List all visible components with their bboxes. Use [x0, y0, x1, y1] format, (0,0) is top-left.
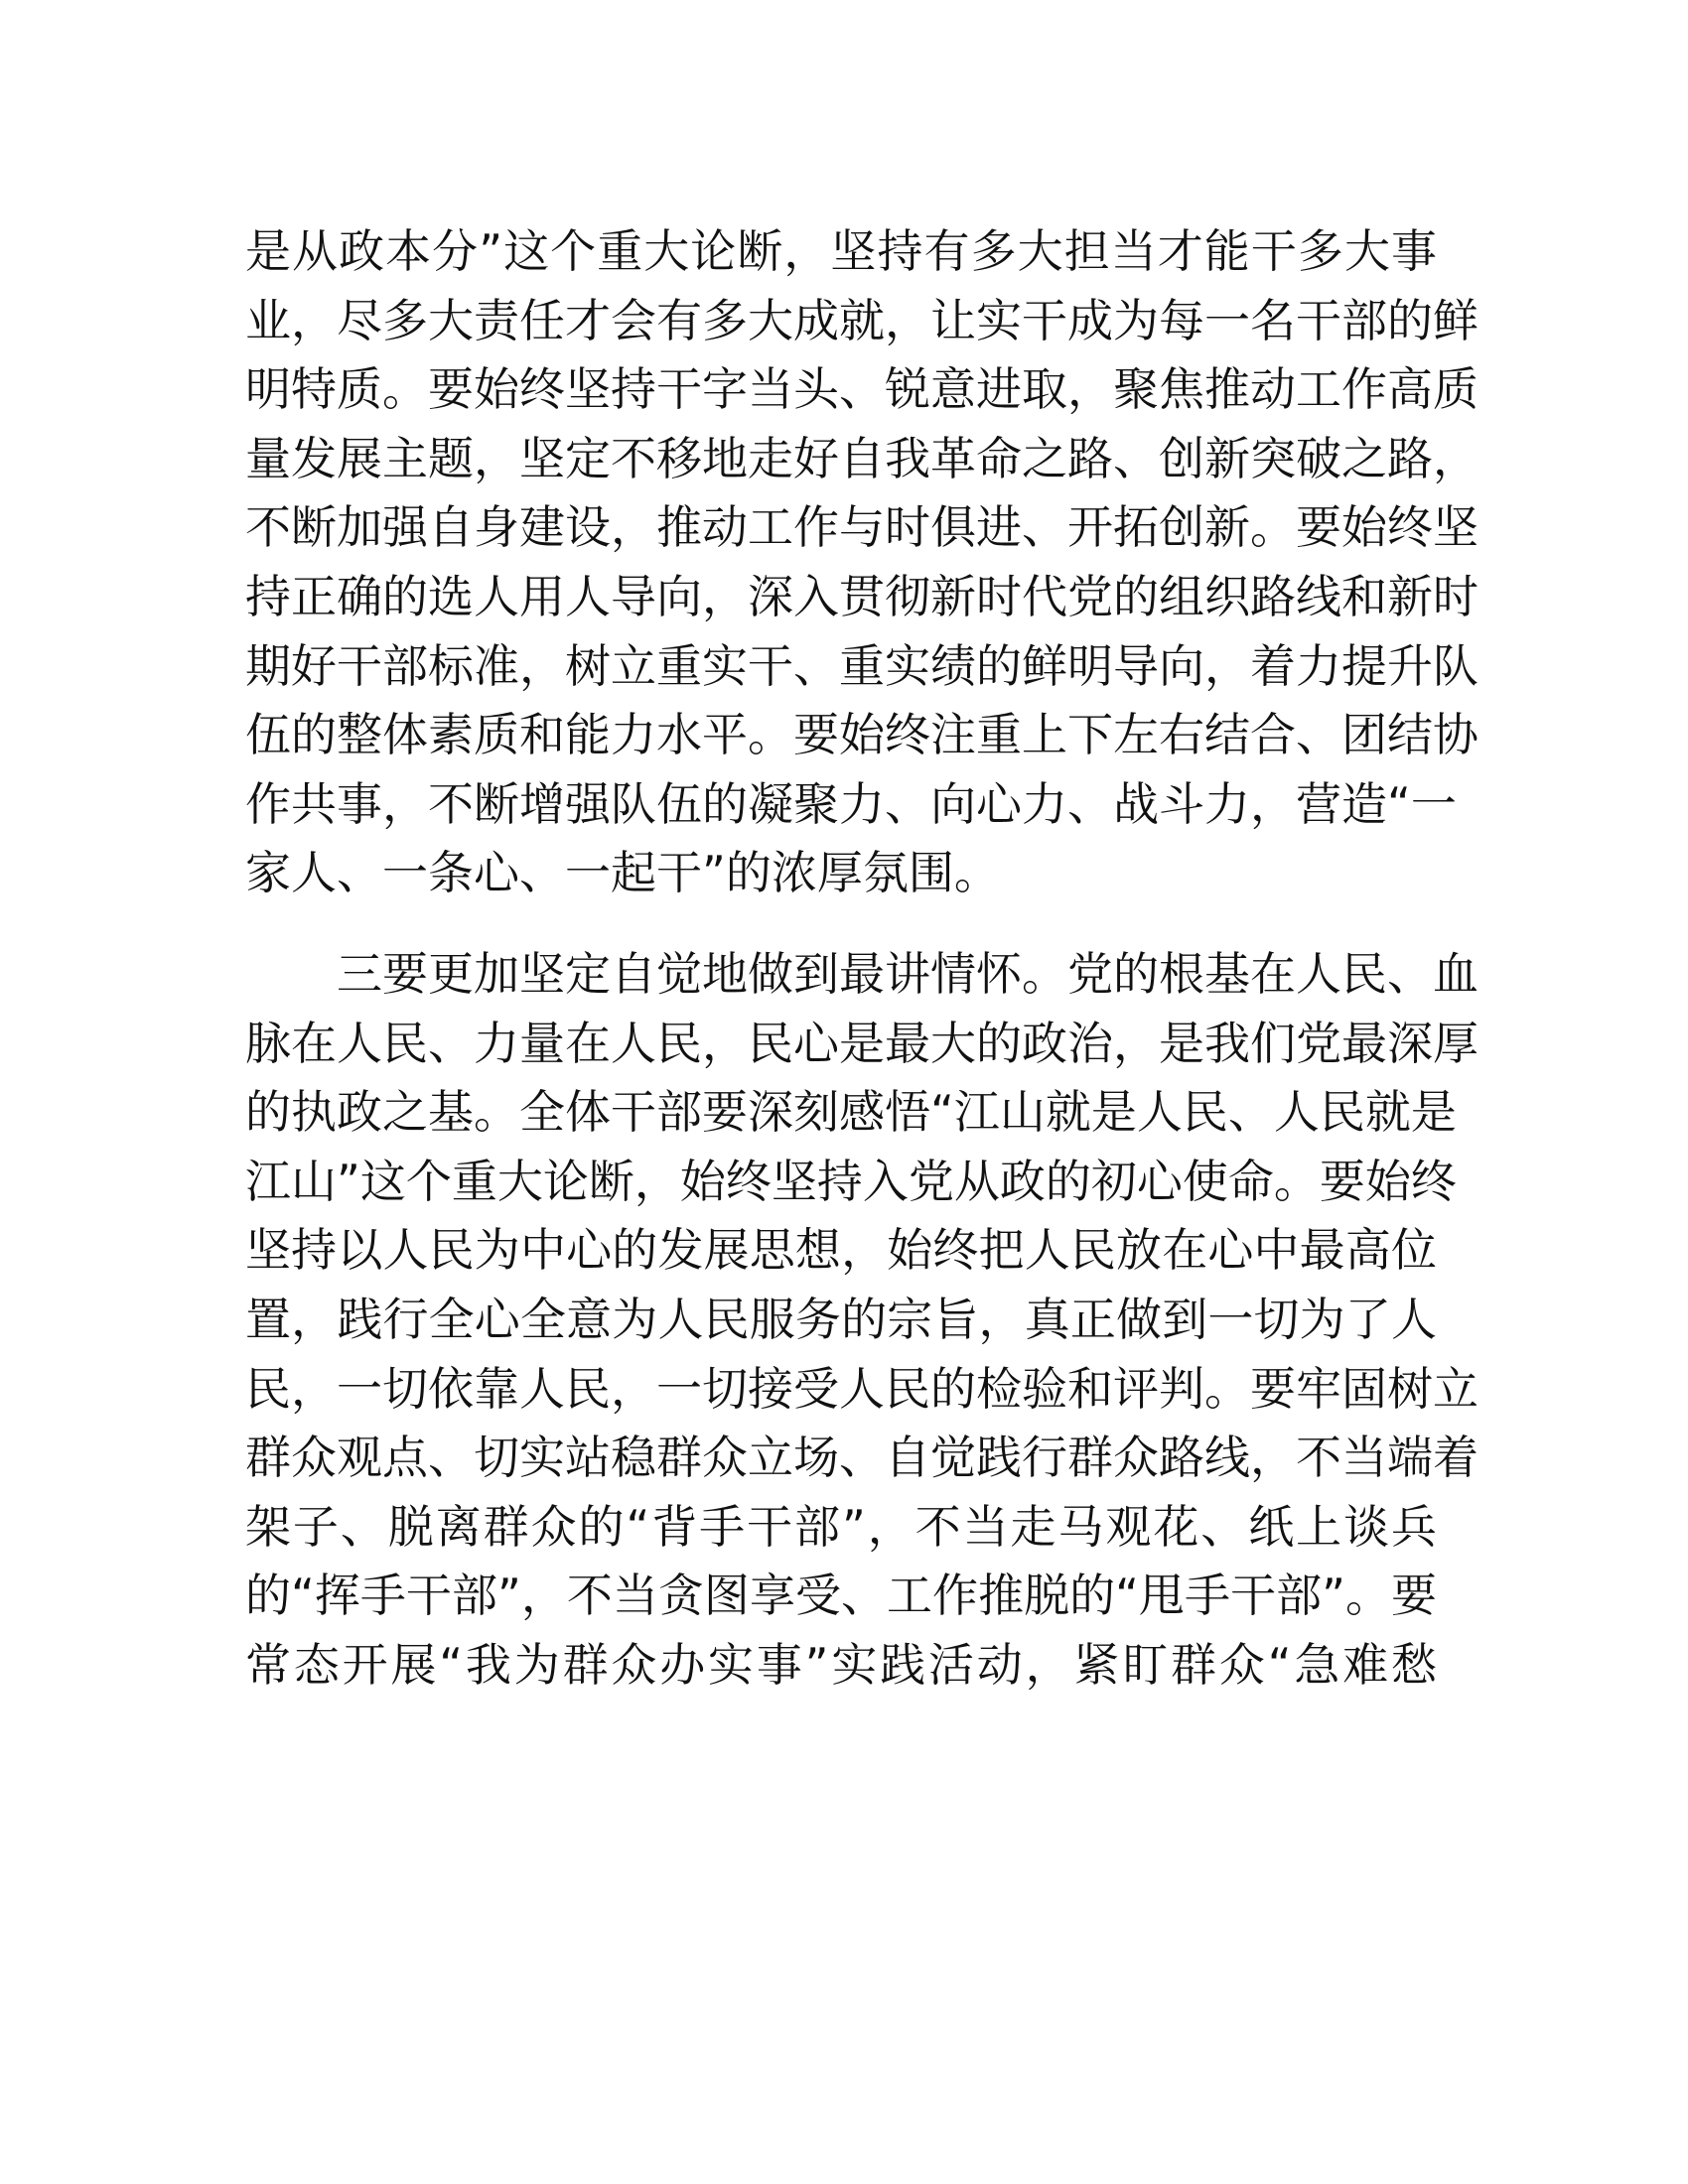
- text-line: 作共事，不断增强队伍的凝聚力、向心力、战斗力，营造“一: [245, 776, 1457, 831]
- text-line: 业，尽多大责任才会有多大成就，让实干成为每一名干部的鲜: [245, 293, 1478, 347]
- text-line: 期好干部标准，树立重实干、重实绩的鲜明导向，着力提升队: [245, 638, 1478, 693]
- text-line: 常态开展“我为群众办实事”实践活动，紧盯群众“急难愁: [245, 1637, 1437, 1692]
- paragraph-2: [245, 940, 1478, 1701]
- text-line: 民，一切依靠人民，一切接受人民的检验和评判。要牢固树立: [245, 1361, 1478, 1416]
- text-line: 置，践行全心全意为人民服务的宗旨，真正做到一切为了人: [245, 1292, 1437, 1346]
- text-line: 量发展主题，坚定不移地走好自我革命之路、创新突破之路，: [245, 431, 1478, 485]
- text-line: 家人、一条心、一起干”的浓厚氛围。: [245, 846, 1000, 900]
- text-line: 明特质。要始终坚持干字当头、锐意进取，聚焦推动工作高质: [245, 362, 1478, 417]
- text-line: 江山”这个重大论断，始终坚持入党从政的初心使命。要始终: [245, 1154, 1457, 1208]
- text-line: 的执政之基。全体干部要深刻感悟“江山就是人民、人民就是: [245, 1085, 1457, 1140]
- text-line: 伍的整体素质和能力水平。要始终注重上下左右结合、团结协: [245, 708, 1478, 762]
- paragraph-1: [245, 217, 1478, 908]
- text-line: 三要更加坚定自觉地做到最讲情怀。党的根基在人民、血: [337, 946, 1478, 1001]
- text-line: 不断加强自身建设，推动工作与时俱进、开拓创新。要始终坚: [245, 500, 1478, 555]
- text-line: 脉在人民、力量在人民，民心是最大的政治，是我们党最深厚: [245, 1016, 1478, 1070]
- body-text: [245, 217, 1478, 1700]
- text-line: 架子、脱离群众的“背手干部”，不当走马观花、纸上谈兵: [245, 1499, 1437, 1554]
- text-line: 的“挥手干部”，不当贪图享受、工作推脱的“甩手干部”。要: [245, 1569, 1437, 1623]
- text-line: 是从政本分”这个重大论断，坚持有多大担当才能干多大事: [245, 224, 1437, 278]
- text-line: 坚持以人民为中心的发展思想，始终把人民放在心中最高位: [245, 1223, 1437, 1278]
- text-line: 群众观点、切实站稳群众立场、自觉践行群众路线，不当端着: [245, 1431, 1478, 1485]
- text-line: 持正确的选人用人导向，深入贯彻新时代党的组织路线和新时: [245, 569, 1478, 623]
- paragraph-spacer: [245, 908, 1437, 940]
